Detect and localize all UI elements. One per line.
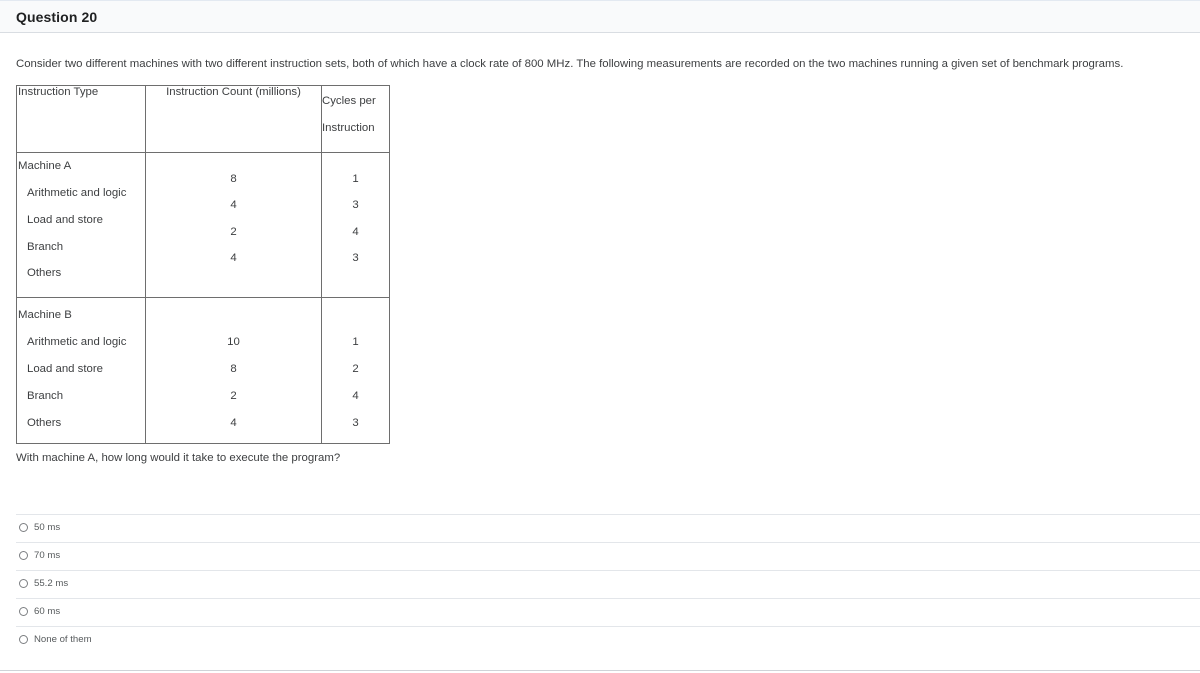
- machine-b-cpi-1: 1: [352, 336, 359, 348]
- machine-b-counts-cell: [146, 298, 322, 444]
- header-cpi-line2: Instruction: [322, 122, 375, 134]
- machine-a-count-3: 2: [230, 226, 237, 238]
- answer-option[interactable]: [16, 514, 1200, 542]
- machine-a-types-cell: [17, 153, 146, 298]
- radio-button[interactable]: [19, 607, 28, 616]
- header-instruction-count: Instruction Count (millions): [146, 86, 322, 153]
- machine-a-cpi-3: 4: [352, 226, 359, 238]
- machine-b-cpi-2: 2: [352, 363, 359, 375]
- machine-b-types-cell: [17, 298, 146, 444]
- machine-a-counts-cell: [146, 153, 322, 298]
- machine-b-cpi-cell: [322, 298, 390, 444]
- machine-b-count-1: 10: [227, 336, 240, 348]
- question-header: [0, 0, 1200, 33]
- answer-option[interactable]: [16, 542, 1200, 570]
- bottom-divider: [0, 670, 1200, 671]
- radio-button[interactable]: [19, 579, 28, 588]
- machine-a-cpi-cell: [322, 153, 390, 298]
- machine-b-label: Machine B: [18, 309, 72, 321]
- table-header-row: [17, 86, 390, 153]
- machine-b-cpi-4: 3: [352, 417, 359, 429]
- machine-a-group: [17, 153, 390, 298]
- answer-option-label: 50 ms: [34, 522, 61, 533]
- machine-a-cpi-4: 3: [352, 252, 359, 264]
- answer-option[interactable]: [16, 626, 1200, 654]
- answer-option[interactable]: [16, 598, 1200, 626]
- machine-b-type-2: Load and store: [27, 363, 103, 375]
- machine-b-type-1: Arithmetic and logic: [27, 336, 127, 348]
- machine-a-cpi-2: 3: [352, 199, 359, 211]
- question-prompt: With machine A, how long would it take to execute the program?: [16, 452, 341, 464]
- machine-b-count-2: 8: [230, 363, 237, 375]
- machine-a-count-4: 4: [230, 252, 237, 264]
- answer-option-label: 55.2 ms: [34, 578, 69, 589]
- machine-b-type-3: Branch: [27, 390, 64, 402]
- answer-option-label: 70 ms: [34, 550, 61, 561]
- machine-b-count-4: 4: [230, 417, 237, 429]
- header-instruction-type: Instruction Type: [17, 86, 146, 153]
- machine-a-type-2: Load and store: [27, 214, 103, 226]
- header-cycles-per-instruction: [322, 86, 390, 153]
- question-title: Question 20: [16, 9, 98, 25]
- machine-a-label: Machine A: [18, 160, 72, 172]
- question-intro: Consider two different machines with two different instruction sets, both of which have a clock rate of 800 MHz. The following measurements are recorded on the two machines running a given set of benchmark programs.: [16, 58, 1124, 70]
- answer-option-label: None of them: [34, 634, 92, 645]
- answer-option-label: 60 ms: [34, 606, 61, 617]
- header-cpi-line1: Cycles per: [322, 95, 376, 107]
- machine-b-group: [17, 298, 390, 444]
- machine-a-type-4: Others: [27, 267, 62, 279]
- machine-b-count-3: 2: [230, 390, 237, 402]
- machine-a-type-3: Branch: [27, 241, 64, 253]
- answer-options: [16, 514, 1200, 654]
- radio-button[interactable]: [19, 635, 28, 644]
- machine-b-type-4: Others: [27, 417, 62, 429]
- machine-b-cpi-3: 4: [352, 390, 359, 402]
- answer-option[interactable]: [16, 570, 1200, 598]
- machine-a-count-1: 8: [230, 173, 237, 185]
- radio-button[interactable]: [19, 551, 28, 560]
- machine-a-count-2: 4: [230, 199, 237, 211]
- machine-a-cpi-1: 1: [352, 173, 359, 185]
- machine-a-type-1: Arithmetic and logic: [27, 187, 127, 199]
- radio-button[interactable]: [19, 523, 28, 532]
- benchmark-table: [16, 85, 390, 444]
